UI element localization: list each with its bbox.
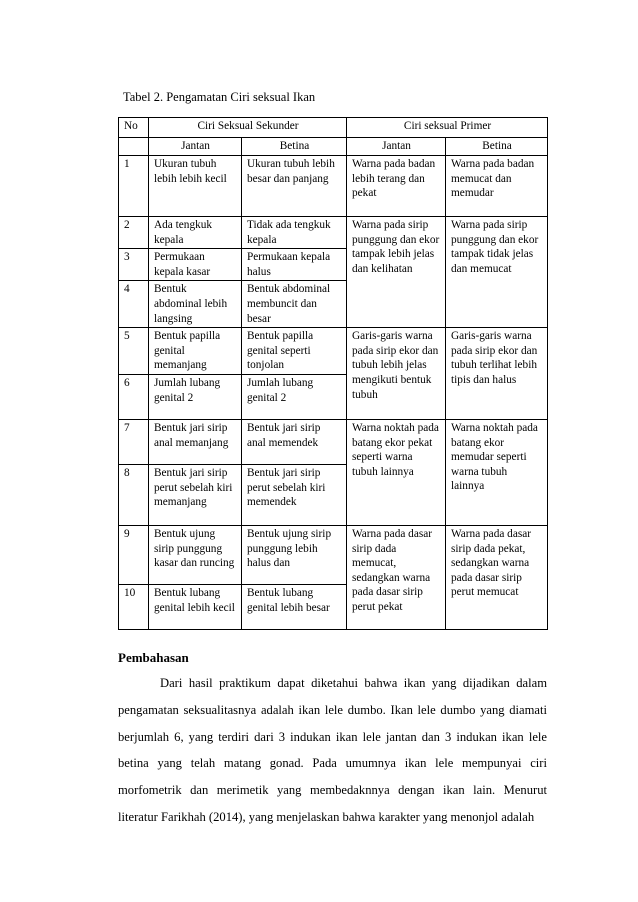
primary-male-cell: Warna pada dasar sirip dada memucat, sedangkan warna pada dasar sirip perut pekat [347, 525, 446, 629]
row-number: 5 [119, 328, 149, 375]
secondary-male-cell: Jumlah lubang genital 2 [149, 374, 242, 419]
row-number: 6 [119, 374, 149, 419]
row-number: 2 [119, 217, 149, 249]
secondary-female-cell: Tidak ada tengkuk kepala [242, 217, 347, 249]
primary-male-cell: Warna pada sirip punggung dan ekor tampak lebih jelas dan kelihatan [347, 217, 446, 328]
secondary-male-cell: Bentuk lubang genital lebih kecil [149, 584, 242, 629]
observation-table [118, 117, 548, 630]
primary-female-cell: Warna pada badan memucat dan memudar [446, 156, 548, 217]
secondary-male-cell: Ukuran tubuh lebih lebih kecil [149, 156, 242, 217]
primary-female-cell: Warna pada dasar sirip dada pekat, sedangkan warna pada dasar sirip perut memucat [446, 525, 548, 629]
table-row [119, 217, 548, 249]
table-row [119, 419, 548, 464]
primary-female-cell: Warna noktah pada batang ekor memudar seperti warna tubuh lainnya [446, 419, 548, 525]
secondary-male-cell: Bentuk abdominal lebih langsing [149, 281, 242, 328]
secondary-female-cell: Bentuk jari sirip perut sebelah kiri memendek [242, 464, 347, 525]
paragraph-text: Dari hasil praktikum dapat diketahui bahwa ikan yang dijadikan dalam pengamatan seksualitasnya adalah ikan lele dumbo. Ikan lele dumbo yang diamati berjumlah 6, yang terdiri dari 3 indukan ikan lele jantan dan 3 indukan ikan lele betina yang telah matang gonad. Pada umumnya ikan lele mempunyai ciri morfometrik dan merimetik yang membedaknnya dengan ikan lain. Menurut literatur Farikhah (2014), yang menjelaskan bahwa karakter yang menonjol adalah [118, 676, 547, 824]
section-heading: Pembahasan [118, 650, 189, 665]
secondary-male-cell: Ada tengkuk kepala [149, 217, 242, 249]
table-row [119, 156, 548, 217]
secondary-female-cell: Bentuk lubang genital lebih besar [242, 584, 347, 629]
secondary-female-cell: Jumlah lubang genital 2 [242, 374, 347, 419]
primary-male-cell: Warna pada badan lebih terang dan pekat [347, 156, 446, 217]
secondary-female-cell: Bentuk ujung sirip punggung lebih halus dan [242, 525, 347, 584]
header-male: Jantan [149, 138, 242, 156]
row-number: 4 [119, 281, 149, 328]
secondary-male-cell: Bentuk jari sirip perut sebelah kiri memanjang [149, 464, 242, 525]
secondary-female-cell: Permukaan kepala halus [242, 249, 347, 281]
secondary-female-cell: Ukuran tubuh lebih besar dan panjang [242, 156, 347, 217]
header-secondary: Ciri Seksual Sekunder [149, 118, 347, 138]
header-no: No [119, 118, 149, 138]
row-number: 3 [119, 249, 149, 281]
secondary-male-cell: Bentuk papilla genital memanjang [149, 328, 242, 375]
table-row [119, 328, 548, 375]
table-caption: Tabel 2. Pengamatan Ciri seksual Ikan [123, 90, 316, 104]
primary-female-cell: Garis-garis warna pada sirip ekor dan tubuh terlihat lebih tipis dan halus [446, 328, 548, 420]
header-male: Jantan [347, 138, 446, 156]
header-female: Betina [446, 138, 548, 156]
secondary-female-cell: Bentuk abdominal membuncit dan besar [242, 281, 347, 328]
primary-male-cell: Garis-garis warna pada sirip ekor dan tubuh lebih jelas mengikuti bentuk tubuh [347, 328, 446, 420]
secondary-male-cell: Permukaan kepala kasar [149, 249, 242, 281]
header-female: Betina [242, 138, 347, 156]
table-row [119, 525, 548, 584]
secondary-female-cell: Bentuk jari sirip anal memendek [242, 419, 347, 464]
row-number: 9 [119, 525, 149, 584]
body-paragraph [118, 670, 547, 831]
primary-female-cell: Warna pada sirip punggung dan ekor tampak tidak jelas dan memucat [446, 217, 548, 328]
header-primary: Ciri seksual Primer [347, 118, 548, 138]
secondary-female-cell: Bentuk papilla genital seperti tonjolan [242, 328, 347, 375]
row-number: 7 [119, 419, 149, 464]
row-number: 8 [119, 464, 149, 525]
primary-male-cell: Warna noktah pada batang ekor pekat seperti warna tubuh lainnya [347, 419, 446, 525]
secondary-male-cell: Bentuk jari sirip anal memanjang [149, 419, 242, 464]
secondary-male-cell: Bentuk ujung sirip punggung kasar dan runcing [149, 525, 242, 584]
row-number: 1 [119, 156, 149, 217]
row-number: 10 [119, 584, 149, 629]
